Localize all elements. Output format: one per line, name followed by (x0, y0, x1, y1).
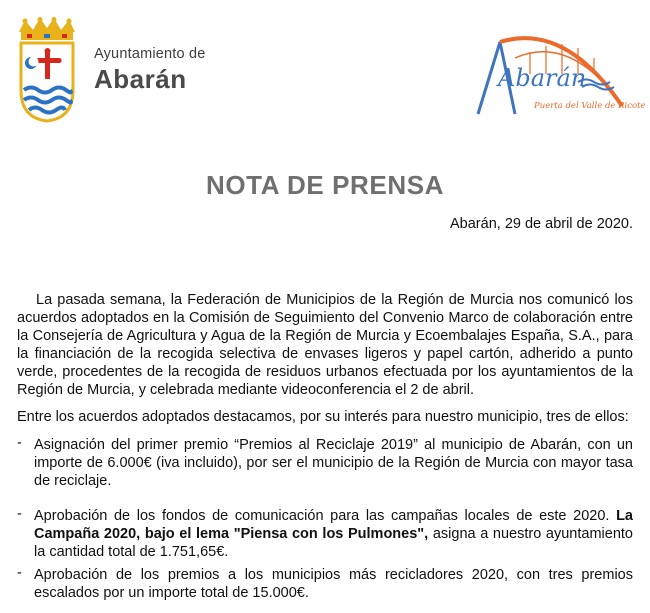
organization-title: Abarán (94, 64, 187, 94)
agreement-text-end: asigna a nuestro ayuntamiento la cantidad total de 1.751,65€. (34, 526, 633, 560)
bullet-dash: - (17, 435, 22, 451)
organization-subtitle: Ayuntamiento de (94, 46, 206, 62)
logo-name: Abarán (498, 64, 587, 92)
campaign-highlight: La Campaña 2020, bajo el lema "Piensa con los Pulmones", (34, 508, 633, 542)
agreement-text: Aprobación de los premios a los municipios más recicladores 2020, con tres premios escalados por un importe total de 15.000€. (34, 567, 633, 601)
organization-name (94, 46, 206, 95)
date-line: Abarán, 29 de abril de 2020. (450, 216, 633, 232)
bullet-dash: - (17, 565, 22, 581)
agreement-text: Aprobación de los fondos de comunicación para las campañas locales de este 2020. (34, 508, 617, 524)
abaran-tourism-logo (470, 28, 646, 118)
logo-tagline: Puerta del Valle de Ricote (534, 101, 646, 111)
intro-paragraph: La pasada semana, la Federación de Municipios de la Región de Murcia nos comunicó los acuerdos adoptados en la Comisión de Seguimiento del Convenio Marco de colaboración entre la Consejería de Agricultura y Agua de la Región de Murcia y Ecoembalajes España, S.A., para la financiación de la recogida selectiva de envases ligeros y papel cartón, adherido a punto verde, procedentes de la recogida de residuos urbanos efectuada por los ayuntamientos de la Región de Murcia, y celebrada mediante videoconferencia el 2 de abril. (17, 292, 633, 398)
page-title: NOTA DE PRENSA (205, 170, 445, 200)
agreement-list-item-1 (17, 436, 633, 490)
lead-paragraph: Entre los acuerdos adoptados destacamos, por su interés para nuestro municipio, tres de ellos: (17, 409, 629, 425)
bullet-dash: - (17, 506, 22, 522)
agreement-list-item-2 (17, 507, 633, 561)
agreement-text: Asignación del primer premio “Premios al Reciclaje 2019” al municipio de Abarán, con un importe de 6.000€ (iva incluido), por ser el municipio de la Región de Murcia con mayor tasa de reciclaje. (34, 437, 633, 489)
coat-of-arms-icon (15, 18, 79, 122)
agreement-list-item-3 (17, 566, 633, 602)
